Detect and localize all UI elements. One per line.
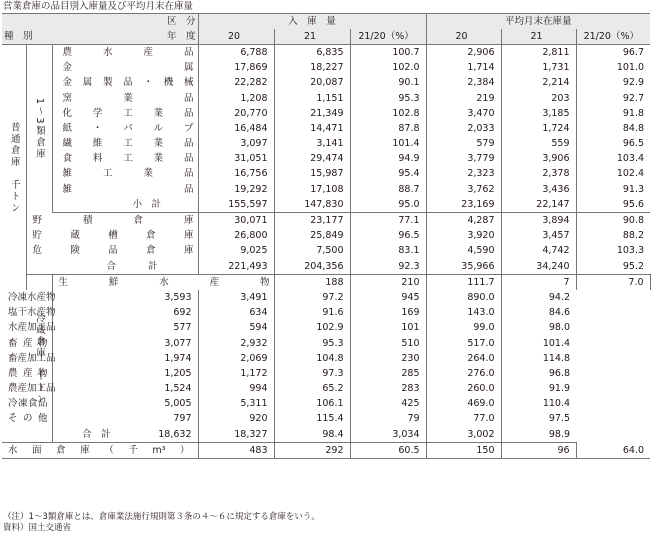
value-cell: 19,292	[198, 182, 274, 197]
row-label: 冷凍食品	[8, 398, 48, 410]
header-kubun: 区 分	[2, 14, 198, 30]
value-cell: 3,002	[426, 427, 501, 443]
row-label: 塩干水産物	[8, 307, 56, 319]
row-label: 小 計	[52, 197, 198, 213]
table-row	[2, 412, 650, 427]
value-cell: 3,185	[501, 106, 576, 121]
value-cell: 5,311	[198, 397, 274, 412]
value-cell: 6,788	[198, 45, 274, 61]
value-cell: 18,632	[52, 427, 198, 443]
value-cell: 101.4	[501, 336, 576, 351]
value-cell: 260.0	[426, 382, 501, 397]
value-cell: 1,524	[52, 382, 198, 397]
value-cell: 890.0	[426, 290, 501, 305]
value-cell: 18,227	[274, 61, 350, 76]
table-row	[2, 229, 650, 244]
value-cell: 3,470	[426, 106, 501, 121]
header-zaiko: 平均月末在庫量	[426, 14, 650, 30]
header-ratio-zaiko: 21/20（%）	[576, 29, 650, 45]
value-cell: 92.9	[576, 76, 650, 91]
value-cell: 114.8	[501, 351, 576, 366]
value-cell: 3,077	[52, 336, 198, 351]
value-cell: 95.3	[274, 336, 350, 351]
value-cell: 4,590	[426, 244, 501, 259]
value-cell: 87.8	[350, 121, 426, 136]
value-cell: 483	[198, 443, 274, 459]
value-cell: 579	[426, 137, 501, 152]
value-cell: 517.0	[426, 336, 501, 351]
value-cell: 111.7	[426, 275, 501, 291]
value-cell: 23,169	[426, 197, 501, 213]
value-cell: 169	[350, 306, 426, 321]
table-row	[2, 290, 650, 305]
value-cell: 3,034	[350, 427, 426, 443]
value-cell: 92.3	[350, 259, 426, 275]
table-row	[2, 137, 650, 152]
row-label: 貯蔵槽倉庫	[32, 230, 194, 242]
row-label: 野積倉庫	[32, 215, 194, 227]
value-cell: 95.4	[350, 167, 426, 182]
value-cell: 1,172	[198, 366, 274, 381]
value-cell: 3,141	[274, 137, 350, 152]
value-cell: 994	[198, 382, 274, 397]
header-y20-zaiko: 20	[426, 29, 501, 45]
value-cell: 84.6	[501, 306, 576, 321]
value-cell: 106.1	[274, 397, 350, 412]
row-label: 水産加工品	[8, 322, 56, 334]
header-ratio-nyuko: 21/20（%）	[350, 29, 426, 45]
value-cell: 102.9	[274, 321, 350, 336]
value-cell: 60.5	[350, 443, 426, 459]
notes	[3, 512, 320, 533]
table-row	[2, 397, 650, 412]
value-cell: 2,214	[501, 76, 576, 91]
value-cell: 14,471	[274, 121, 350, 136]
value-cell: 102.0	[350, 61, 426, 76]
row-label: 農産加工品	[8, 383, 56, 395]
value-cell: 1,724	[501, 121, 576, 136]
value-cell: 95.6	[576, 197, 650, 213]
table-row	[2, 366, 650, 381]
table-row	[2, 106, 650, 121]
note-source: 資料）国土交通省	[3, 522, 72, 533]
group-label-13: 1〜3類倉庫	[26, 45, 52, 213]
value-cell: 6,835	[274, 45, 350, 61]
value-cell: 101	[350, 321, 426, 336]
value-cell: 99.0	[426, 321, 501, 336]
value-cell: 95.0	[350, 197, 426, 213]
value-cell: 1,208	[198, 91, 274, 106]
value-cell: 21,349	[274, 106, 350, 121]
table-row	[2, 121, 650, 136]
value-cell: 77.0	[426, 412, 501, 427]
row-label: 化学工業品	[62, 107, 194, 119]
value-cell: 35,966	[426, 259, 501, 275]
value-cell: 469.0	[426, 397, 501, 412]
value-cell: 103.3	[576, 244, 650, 259]
table-row	[2, 76, 650, 91]
row-label: 畜産加工品	[8, 352, 56, 364]
value-cell: 100.7	[350, 45, 426, 61]
value-cell: 3,491	[198, 290, 274, 305]
value-cell: 797	[52, 412, 198, 427]
value-cell: 559	[501, 137, 576, 152]
value-cell: 1,731	[501, 61, 576, 76]
value-cell: 92.7	[576, 91, 650, 106]
value-cell: 7.0	[576, 275, 650, 291]
value-cell: 20,087	[274, 76, 350, 91]
table-row	[2, 152, 650, 167]
value-cell: 17,108	[274, 182, 350, 197]
value-cell: 210	[350, 275, 426, 291]
header-shubetsu: 種 別	[4, 30, 33, 42]
row-label: 繊維工業品	[62, 138, 194, 150]
row-label: 水面倉庫（千m³）	[2, 443, 198, 459]
table-row	[2, 45, 650, 61]
value-cell: 26,800	[198, 229, 274, 244]
value-cell: 90.8	[576, 213, 650, 229]
value-cell: 2,384	[426, 76, 501, 91]
value-cell: 3,762	[426, 182, 501, 197]
row-label: 合 計	[26, 259, 198, 275]
value-cell: 20,770	[198, 106, 274, 121]
row-label: その他	[8, 413, 48, 425]
value-cell: 97.5	[501, 412, 576, 427]
value-cell: 16,484	[198, 121, 274, 136]
value-cell: 84.8	[576, 121, 650, 136]
value-cell: 115.4	[274, 412, 350, 427]
value-cell: 203	[501, 91, 576, 106]
value-cell: 3,894	[501, 213, 576, 229]
value-cell: 577	[52, 321, 198, 336]
value-cell: 30,071	[198, 213, 274, 229]
header-y21-nyuko: 21	[274, 29, 350, 45]
value-cell: 96	[501, 443, 576, 459]
warehouse-table	[2, 13, 650, 459]
value-cell: 147,830	[274, 197, 350, 213]
value-cell: 188	[274, 275, 350, 291]
value-cell: 3,920	[426, 229, 501, 244]
row-label: 冷凍水産物	[8, 291, 56, 303]
total-row-reizo	[2, 427, 650, 443]
value-cell: 64.0	[576, 443, 650, 459]
value-cell: 101.4	[350, 137, 426, 152]
value-cell: 94.2	[501, 290, 576, 305]
value-cell: 96.5	[350, 229, 426, 244]
value-cell: 4,742	[501, 244, 576, 259]
value-cell: 2,906	[426, 45, 501, 61]
value-cell: 3,593	[52, 290, 198, 305]
value-cell: 230	[350, 351, 426, 366]
table-row	[2, 382, 650, 397]
value-cell: 204,356	[274, 259, 350, 275]
row-label: 農産物	[8, 367, 48, 379]
row-label: 危険品倉庫	[32, 245, 194, 257]
value-cell: 3,906	[501, 152, 576, 167]
value-cell: 96.5	[576, 137, 650, 152]
value-cell: 91.8	[576, 106, 650, 121]
value-cell: 34,240	[501, 259, 576, 275]
table-row	[2, 306, 650, 321]
value-cell: 2,323	[426, 167, 501, 182]
row-label: 雑品	[62, 183, 194, 195]
value-cell: 9,025	[198, 244, 274, 259]
value-cell: 91.9	[501, 382, 576, 397]
value-cell: 1,151	[274, 91, 350, 106]
value-cell: 634	[198, 306, 274, 321]
value-cell: 219	[426, 91, 501, 106]
value-cell: 104.8	[274, 351, 350, 366]
table-row	[2, 182, 650, 197]
value-cell: 276.0	[426, 366, 501, 381]
value-cell: 91.3	[576, 182, 650, 197]
value-cell: 25,849	[274, 229, 350, 244]
value-cell: 150	[426, 443, 501, 459]
value-cell: 2,378	[501, 167, 576, 182]
value-cell: 3,779	[426, 152, 501, 167]
value-cell: 102.8	[350, 106, 426, 121]
value-cell: 4,287	[426, 213, 501, 229]
value-cell: 143.0	[426, 306, 501, 321]
table-row	[2, 61, 650, 76]
value-cell: 96.7	[576, 45, 650, 61]
value-cell: 510	[350, 336, 426, 351]
value-cell: 2,069	[198, 351, 274, 366]
value-cell: 2,932	[198, 336, 274, 351]
value-cell: 945	[350, 290, 426, 305]
value-cell: 16,756	[198, 167, 274, 182]
value-cell: 1,714	[426, 61, 501, 76]
row-label: 生鮮水産物	[58, 276, 270, 288]
value-cell: 88.2	[576, 229, 650, 244]
value-cell: 3,457	[501, 229, 576, 244]
value-cell: 95.2	[576, 259, 650, 275]
value-cell: 5,005	[52, 397, 198, 412]
header-row-2	[2, 29, 650, 45]
row-label: 畜産物	[8, 337, 48, 349]
value-cell: 2,033	[426, 121, 501, 136]
row-label: 紙・パルプ	[62, 122, 194, 134]
value-cell: 692	[52, 306, 198, 321]
value-cell: 23,177	[274, 213, 350, 229]
value-cell: 22,282	[198, 76, 274, 91]
value-cell: 920	[198, 412, 274, 427]
value-cell: 15,987	[274, 167, 350, 182]
value-cell: 264.0	[426, 351, 501, 366]
value-cell: 283	[350, 382, 426, 397]
value-cell: 425	[350, 397, 426, 412]
value-cell: 18,327	[198, 427, 274, 443]
row-label: 金属製品・機械	[62, 77, 194, 89]
value-cell: 1,205	[52, 366, 198, 381]
value-cell: 94.9	[350, 152, 426, 167]
row-label: 雑工業品	[62, 168, 194, 180]
value-cell: 98.4	[274, 427, 350, 443]
group-label-reizo: 冷蔵倉庫 千トン	[26, 275, 52, 443]
value-cell: 88.7	[350, 182, 426, 197]
table-row	[2, 351, 650, 366]
value-cell: 79	[350, 412, 426, 427]
value-cell: 285	[350, 366, 426, 381]
row-label: 合 計	[2, 427, 52, 443]
value-cell: 101.0	[576, 61, 650, 76]
row-label: 金属	[62, 62, 194, 74]
value-cell: 102.4	[576, 167, 650, 182]
value-cell: 97.2	[274, 290, 350, 305]
value-cell: 96.8	[501, 366, 576, 381]
value-cell: 98.0	[501, 321, 576, 336]
value-cell: 95.3	[350, 91, 426, 106]
value-cell: 29,474	[274, 152, 350, 167]
value-cell: 65.2	[274, 382, 350, 397]
table-title: 営業倉庫の品目別入庫量及び平均月末在庫量	[3, 1, 194, 12]
value-cell: 7	[501, 275, 576, 291]
header-y20-nyuko: 20	[198, 29, 274, 45]
value-cell: 221,493	[198, 259, 274, 275]
note-definition: （注）1〜3類倉庫とは、倉庫業法施行規則第３条の４〜６に規定する倉庫をいう。	[3, 512, 320, 522]
value-cell: 155,597	[198, 197, 274, 213]
header-y21-zaiko: 21	[501, 29, 576, 45]
table-row	[2, 321, 650, 336]
value-cell: 91.6	[274, 306, 350, 321]
value-cell: 1,974	[52, 351, 198, 366]
value-cell: 97.3	[274, 366, 350, 381]
subtotal-row	[2, 197, 650, 213]
header-row-1	[2, 14, 650, 30]
value-cell: 594	[198, 321, 274, 336]
suimen-row	[2, 443, 650, 459]
table-row	[2, 213, 650, 229]
value-cell: 3,097	[198, 137, 274, 152]
table-row	[2, 167, 650, 182]
value-cell: 3,436	[501, 182, 576, 197]
value-cell: 22,147	[501, 197, 576, 213]
value-cell: 110.4	[501, 397, 576, 412]
value-cell: 77.1	[350, 213, 426, 229]
value-cell: 31,051	[198, 152, 274, 167]
table-row	[2, 244, 650, 259]
value-cell: 2,811	[501, 45, 576, 61]
header-nendo: 年 度	[167, 30, 196, 42]
value-cell: 292	[274, 443, 350, 459]
value-cell: 17,869	[198, 61, 274, 76]
row-label: 食料工業品	[62, 153, 194, 165]
value-cell: 7,500	[274, 244, 350, 259]
value-cell: 83.1	[350, 244, 426, 259]
table-row	[2, 275, 650, 291]
value-cell: 103.4	[576, 152, 650, 167]
value-cell: 98.9	[501, 427, 576, 443]
row-label: 農水産品	[62, 46, 194, 58]
header-nyuko: 入 庫 量	[198, 14, 426, 30]
table-row	[2, 336, 650, 351]
group-label-futsu: 普通倉庫 千トン	[2, 45, 26, 291]
total-row-futsu	[2, 259, 650, 275]
header-nendo-shubetsu	[2, 29, 198, 45]
table-row	[2, 91, 650, 106]
value-cell: 90.1	[350, 76, 426, 91]
row-label: 窯業品	[62, 92, 194, 104]
